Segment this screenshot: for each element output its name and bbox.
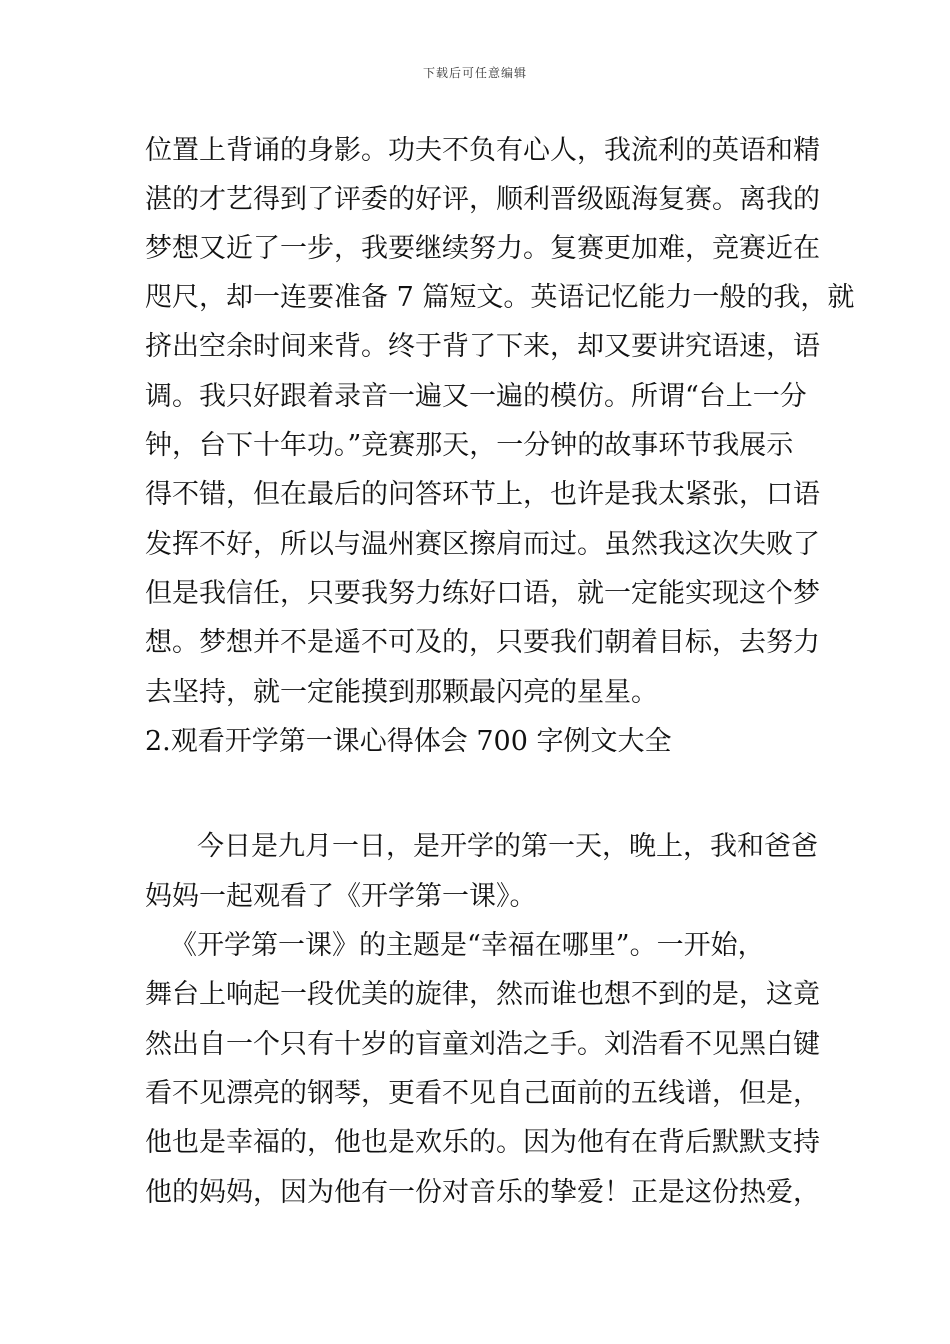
paragraph-line: 他的妈妈，因为他有一份对音乐的挚爱！正是这份热爱， (145, 1177, 820, 1208)
paragraph-line: 想。梦想并不是遥不可及的，只要我们朝着目标，去努力 (145, 627, 820, 658)
paragraph-line: 挤出空余时间来背。终于背了下来，却又要讲究语速，语 (145, 331, 820, 362)
paragraph-line: 得不错，但在最后的问答环节上，也许是我太紧张，口语 (145, 479, 820, 510)
paragraph-line: 梦想又近了一步，我要继续努力。复赛更加难，竞赛近在 (145, 233, 820, 264)
page-header: 下载后可任意编辑 (422, 66, 527, 80)
section-heading: 2.观看开学第一课心得体会 700 字例文大全 (145, 726, 672, 757)
paragraph-line: 湛的才艺得到了评委的好评，顺利晋级瓯海复赛。离我的 (145, 184, 820, 215)
paragraph-line: 看不见漂亮的钢琴，更看不见自己面前的五线谱，但是， (145, 1078, 820, 1109)
paragraph-line: 然出自一个只有十岁的盲童刘浩之手。刘浩看不见黑白键 (145, 1029, 820, 1060)
paragraph-line: 钟，台下十年功。”竞赛那天，一分钟的故事环节我展示 (145, 430, 794, 461)
paragraph-line: 调。我只好跟着录音一遍又一遍的模仿。所谓“台上一分 (145, 381, 807, 412)
paragraph-line: 《开学第一课》的主题是“幸福在哪里”。一开始， (170, 930, 765, 961)
paragraph-line: 去坚持，就一定能摸到那颗最闪亮的星星。 (145, 677, 658, 708)
paragraph-line: 位置上背诵的身影。功夫不负有心人，我流利的英语和精 (145, 135, 820, 166)
paragraph-line: 舞台上响起一段优美的旋律，然而谁也想不到的是，这竟 (145, 979, 820, 1010)
paragraph-line: 妈妈一起观看了《开学第一课》。 (145, 881, 537, 912)
paragraph-line: 他也是幸福的，他也是欢乐的。因为他有在背后默默支持 (145, 1127, 820, 1158)
paragraph-line: 发挥不好，所以与温州赛区擦肩而过。虽然我这次失败了 (145, 529, 820, 560)
paragraph-line: 咫尺，却一连要准备 7 篇短文。英语记忆能力一般的我，就 (145, 282, 855, 313)
paragraph-line: 但是我信任，只要我努力练好口语，就一定能实现这个梦 (145, 578, 820, 609)
paragraph-line: 今日是九月一日，是开学的第一天，晚上，我和爸爸 (197, 831, 818, 862)
